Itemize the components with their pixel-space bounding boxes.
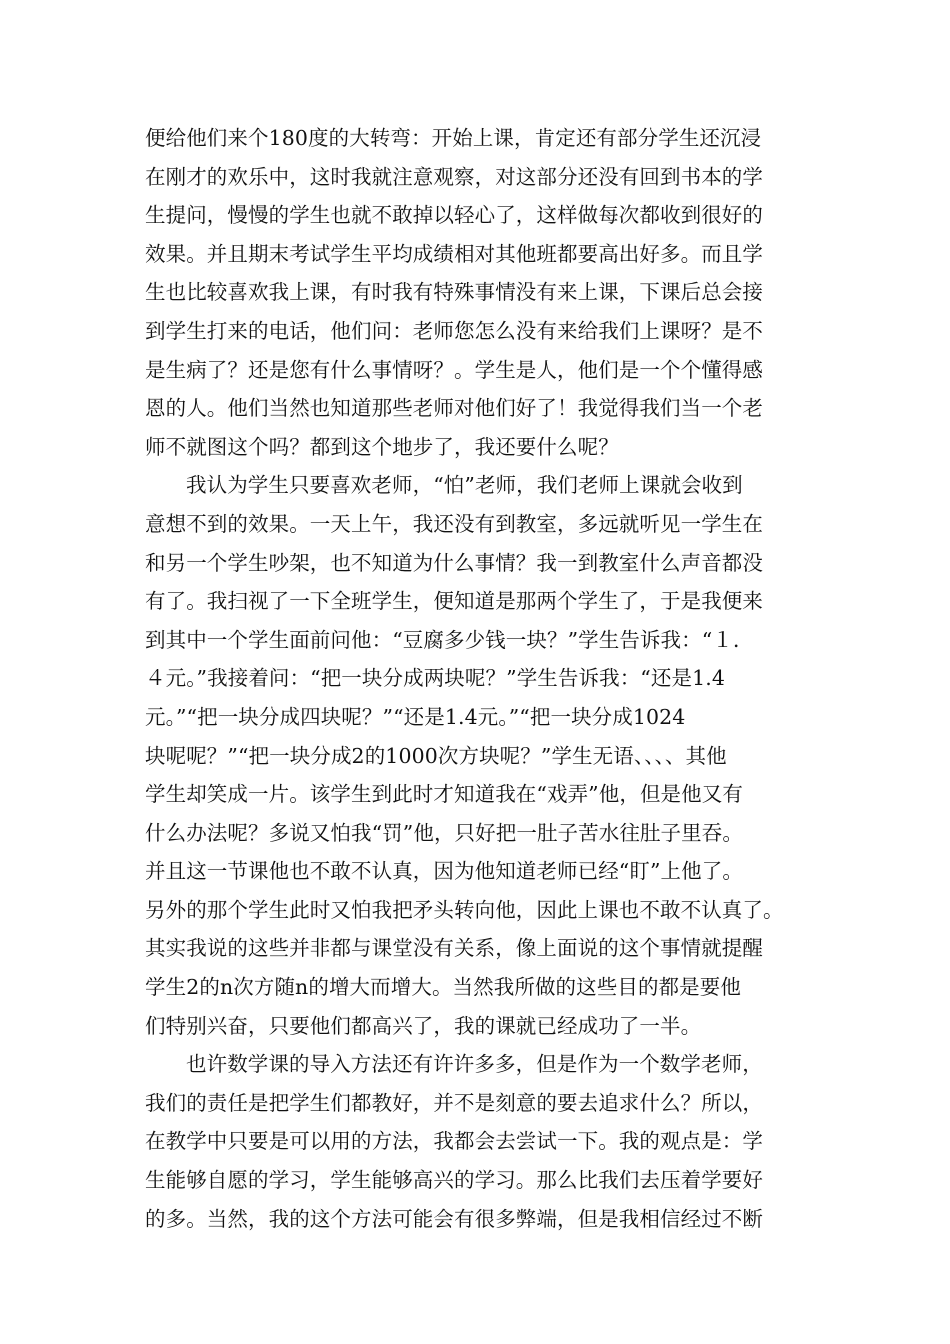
text-line-2: 在刚才的欢乐中，这时我就注意观察，对这部分还没有回到书本的学: [145, 164, 763, 189]
text-line-12: 和另一个学生吵架，也不知道为什么事情？我一到教室什么声音都没: [145, 550, 763, 575]
text-line-13: 有了。我扫视了一下全班学生，便知道是那两个学生了，于是我便来: [145, 589, 763, 614]
document-body: [145, 119, 810, 1238]
text-line-27: 在教学中只要是可以用的方法，我都会去尝试一下。我的观点是：学: [145, 1129, 763, 1154]
text-line-26: 我们的责任是把学生们都教好，并不是刻意的要去追求什么？所以，: [145, 1090, 763, 1115]
text-line-19: 什么办法呢？多说又怕我“罚”他，只好把一肚子苦水往肚子里吞。: [145, 820, 743, 845]
text-line-16: 元。”“把一块分成四块呢？”“还是1.4元。”“把一块分成1024: [145, 704, 686, 729]
text-line-24: 们特别兴奋，只要他们都高兴了，我的课就已经成功了一半。: [145, 1013, 702, 1038]
text-line-18: 学生却笑成一片。该学生到此时才知道我在“戏弄”他，但是他又有: [145, 782, 743, 807]
text-line-3: 生提问，慢慢的学生也就不敢掉以轻心了，这样做每次都收到很好的: [145, 203, 763, 228]
text-line-17: 块呢呢？”“把一块分成2的1000次方块呢？”学生无语、、、、其他: [145, 743, 727, 768]
text-line-14: 到其中一个学生面前问他：“豆腐多少钱一块？”学生告诉我：“１．: [145, 627, 754, 652]
text-line-29: 的多。当然，我的这个方法可能会有很多弊端，但是我相信经过不断: [145, 1206, 763, 1231]
text-line-22: 其实我说的这些并非都与课堂没有关系，像上面说的这个事情就提醒: [145, 936, 763, 961]
text-line-7: 是生病了？还是您有什么事情呀？。学生是人，他们是一个个懂得感: [145, 357, 763, 382]
text-line-9: 师不就图这个吗？都到这个地步了，我还要什么呢？: [145, 434, 619, 459]
text-line-20: 并且这一节课他也不敢不认真，因为他知道老师已经“盯”上他了。: [145, 859, 743, 884]
text-line-15: ４元。”我接着问：“把一块分成两块呢？”学生告诉我：“还是1.4: [145, 666, 725, 691]
text-line-23: 学生2的n次方随n的增大而增大。当然我所做的这些目的都是要他: [145, 975, 741, 1000]
text-line-6: 到学生打来的电话，他们问：老师您怎么没有来给我们上课呀？是不: [145, 318, 763, 343]
paragraph-2-first-line: 我认为学生只要喜欢老师，“怕”老师，我们老师上课就会收到: [186, 473, 743, 498]
text-line-1: 便给他们来个180度的大转弯：开始上课，肯定还有部分学生还沉浸: [145, 126, 762, 150]
text-line-8: 恩的人。他们当然也知道那些老师对他们好了！我觉得我们当一个老: [145, 396, 763, 421]
text-line-5: 生也比较喜欢我上课，有时我有特殊事情没有来上课，下课后总会接: [145, 280, 763, 305]
text-line-28: 生能够自愿的学习，学生能够高兴的学习。那么比我们去压着学要好: [145, 1168, 763, 1193]
paragraph-3-first-line: 也许数学课的导入方法还有许许多多，但是作为一个数学老师，: [186, 1052, 763, 1077]
text-line-21: 另外的那个学生此时又怕我把矛头转向他，因此上课也不敢不认真了。: [145, 897, 784, 922]
text-line-4: 效果。并且期末考试学生平均成绩相对其他班都要高出好多。而且学: [145, 241, 763, 266]
text-line-11: 意想不到的效果。一天上午，我还没有到教室，多远就听见一学生在: [145, 511, 763, 536]
